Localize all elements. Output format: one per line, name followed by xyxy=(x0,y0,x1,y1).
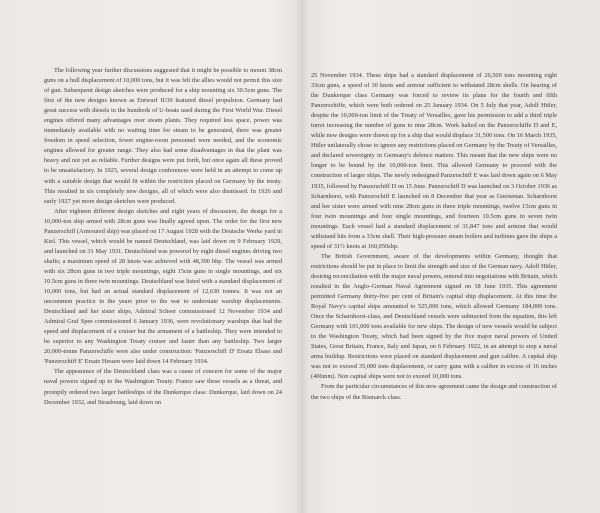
paragraph: The following year further discussions suggested that it might be possible to mount 38cm guns on a hull displacement of 10,000 tons, but it was felt the allies would not permit this size of gun. Subsequent design sketches were produced for a ship mounting six 30.5cm guns. The first of the new designs known as Entwurf II/30 featured diesel propulsion. Germany had great success with diesels in the hundreds of U-boats used during the First World War. Diesel engines offered many advantages over steam plants. They required less space, power was immediately available with no waiting time for steam to be generated, there was greater freedom in speed selection, fewer engine-room personnel were needed, and the economic engines allowed for greater range. They also had some disadvantages in that the plant was heavy and not yet as reliable. Further designs were put forth, but once again all these proved to be unsatisfactory. In 1925, several design conferences were held in an attempt to come up with a suitable design that would fit within the restriction placed on Germany by the treaty. This resulted in six completely new designs, all of which were also dismissed. In 1926 and early 1927 yet more design sketches were produced. xyxy=(44,67,282,205)
paragraph: 25 November 1934. These ships had a standard displacement of 26,500 tons mounting eight 33cm guns, a speed of 30 knots and armour sufficient to withstand 28cm shells. On hearing of the Dunkerque class Germany was forced to review its plans for the fourth and fifth Panzerschiffe, which were both ordered on 25 January 1934. On 5 July that year, Adolf Hitler, despite the 10,000-ton limit of the Treaty of Versailles, gave his permission to add a third triple turret increasing the number of guns to nine 28cm. Work halted on the Panzerschiffe D and E, while new designs were drawn up for a ship that would displace 31,500 tons. On 16 March 1935, Hitler unilaterally chose to ignore any restrictions placed on Germany by the Treaty of Versailles, and declared sovereignty in Germany's defence matters. This meant that the new ships were no longer to be bound by the 10,000-ton limit. This allowed Germany to proceed with the construction of larger ships. The newly redesigned Panzerschiff E was laid down again on 6 May 1935, followed by Panzerschiff D on 15 June. Panzerschiff D was launched on 3 October 1936 as Scharnhorst, with Panzerschiff E launched on 8 December that year as Gneisenau. Scharnhorst and her sister were armed with nine 28cm guns in three triple mountings, twelve 15cm guns in four twin mountings and four single mountings, and fourteen 10.5cm guns in seven twin mountings. Each vessel had a standard displacement of 31,847 tons and armour that would withstand hits from a 33cm shell. Their high-pressure steam boilers and turbines gave the ships a speed of 31½ knots at 160,050shp. xyxy=(311,72,557,250)
right-column xyxy=(311,71,557,403)
left-column xyxy=(44,66,282,408)
paragraph: The appearance of the Deutschland class was a cause of concern for some of the major naval powers signed up to the Washington Treaty. France saw these vessels as a threat, and promptly ordered two larger battleships of the Dunkerque class: Dunkerque, laid down on 24 December 1932, and Strasbourg, laid down on xyxy=(44,368,282,406)
paragraph: From the particular circumstances of this new agreement came the design and construction of the two ships of the Bismarck class. xyxy=(311,383,557,401)
paragraph: After eighteen different design sketches and eight years of discussion, the design for a 10,000-ton ship armed with 28cm guns was finally agreed upon. The order for the first new Panzerschiff (Armoured ship) was placed on 17 August 1928 with the Deutsche Werke yard in Kiel. This vessel, which would be named Deutschland, was laid down on 9 February 1929, and launched on 31 May 1931. Deutschland was powered by eight diesel engines driving two shafts; a maximum speed of 28 knots was achieved with 48,390 bhp. The vessel was armed with six 28cm guns in two triple mountings, eight 15cm guns in single mountings, and six 10.5cm guns in three twin mountings. Deutschland was listed with a standard displacement of 10,000 tons, but had an actual standard displacement of 12,630 tonnes. It was not an uncommon practice in the years prior to the war to understate warship displacements. Deutschland and her sister ships, Admiral Scheer commissioned 12 November 1934 and Admiral Graf Spee commissioned 6 January 1936, were revolutionary warships that had the speed and displacement of a cruiser but the armament of a battleship. They were intended to be superior to any Washington Treaty cruiser and faster than any battleship. Two larger 20,000-tonne Panzerschiffe were also under construction: 'Panzerschiff D' Ersatz Elsass and 'Panzerschiff E' Ersatz Hessen were laid down 14 February 1934. xyxy=(44,207,282,366)
paragraph: The British Government, aware of the developments within Germany, thought that restrictions should be put in place to limit the strength and size of the German navy. Adolf Hitler, desiring reconciliation with the major naval powers, entered into negotiations with Britain, which resulted in the Anglo–German Naval Agreement signed on 18 June 1935. This agreement permitted Germany thirty-five per cent of Britain's capital ship displacement. At this time the Royal Navy's capital ships amounted to 525,000 tons, which allowed Germany 184,000 tons. Once the Scharnhorst-class, and Deutschland vessels were subtracted from the equation, this left Germany with 101,000 tons available for new ships. The design of new vessels would be subject to the Washington Treaty, which had been signed by the five major naval powers of United States, Great Britain, France, Italy and Japan, on 6 February 1922, in an attempt to stop a naval arms buildup. Restrictions were placed on standard displacement and gun calibre. A capital ship was not to exceed 35,000 tons displacement, or carry guns with a calibre in excess of 16 inches (406mm). Non capital ships were not to exceed 10,000 tons. xyxy=(311,252,557,381)
book-gutter xyxy=(296,0,308,513)
